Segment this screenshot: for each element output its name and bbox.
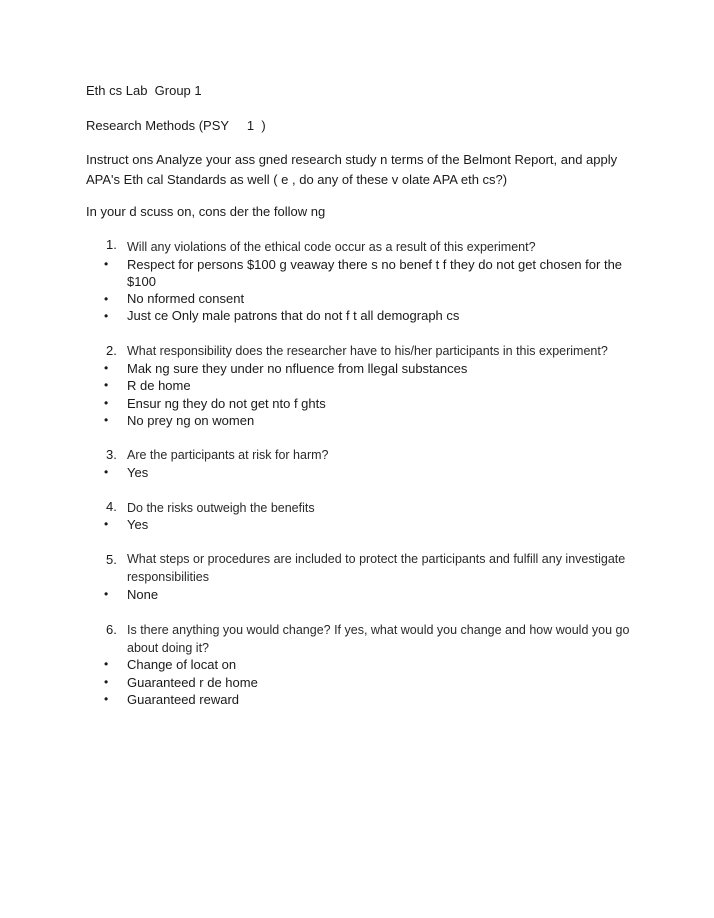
answer-item: Mak ng sure they under no nfluence from llegal substances (127, 361, 468, 376)
answer-item: Guaranteed r de home (127, 675, 258, 690)
course-line: Research Methods (PSY 1 ) (86, 118, 266, 133)
bullet-icon: • (104, 257, 109, 271)
answer-item: Just ce Only male patrons that do not f t all demograph cs (127, 308, 460, 323)
question-number: 4. (106, 499, 117, 514)
answer-item: Yes (127, 465, 149, 480)
document-title: Eth cs Lab Group 1 (86, 83, 202, 98)
answer-item: Ensur ng they do not get nto f ghts (127, 396, 326, 411)
instructions-paragraph: Instruct ons Analyze your ass gned research study n terms of the Belmont Report, and apply APA's Eth cal Standards as well ( e , do any of these v olate APA eth cs?) (86, 152, 618, 187)
question-number: 2. (106, 343, 117, 358)
answer-item: None (127, 587, 159, 602)
question-text: Is there anything you would change? If yes, what would you change and how would you go about doing it? (127, 623, 630, 655)
bullet-icon: • (104, 657, 109, 671)
bullet-icon: • (104, 517, 109, 531)
answer-item: R de home (127, 378, 191, 393)
answer-item: No prey ng on women (127, 413, 255, 428)
bullet-icon: • (104, 587, 109, 601)
bullet-icon: • (104, 396, 109, 410)
answer-item: Change of locat on (127, 657, 237, 672)
question-number: 6. (106, 622, 117, 637)
answer-item: Yes (127, 517, 149, 532)
bullet-icon: • (104, 378, 109, 392)
question-text: What steps or procedures are included to protect the participants and fulfill any investigate responsibilities (127, 552, 626, 584)
answer-item: Guaranteed reward (127, 692, 240, 707)
bullet-icon: • (104, 675, 109, 689)
question-text: Will any violations of the ethical code occur as a result of this experiment? (127, 240, 536, 254)
question-text: Do the risks outweigh the benefits (127, 501, 315, 515)
question-number: 3. (106, 447, 117, 462)
bullet-icon: • (104, 465, 109, 479)
question-number: 5. (106, 552, 117, 567)
question-text: Are the participants at risk for harm? (127, 448, 329, 462)
question-text: What responsibility does the researcher have to his/her participants in this experiment? (127, 344, 608, 358)
bullet-icon: • (104, 292, 109, 306)
bullet-icon: • (104, 413, 109, 427)
answer-item: Respect for persons $100 g veaway there s no benef t f they do not get chosen for the $100 (127, 257, 623, 289)
question-number: 1. (106, 237, 117, 252)
bullet-icon: • (104, 692, 109, 706)
bullet-icon: • (104, 309, 109, 323)
answer-item: No nformed consent (127, 291, 245, 306)
intro-line: In your d scuss on, cons der the follow ng (86, 204, 326, 219)
bullet-icon: • (104, 361, 109, 375)
